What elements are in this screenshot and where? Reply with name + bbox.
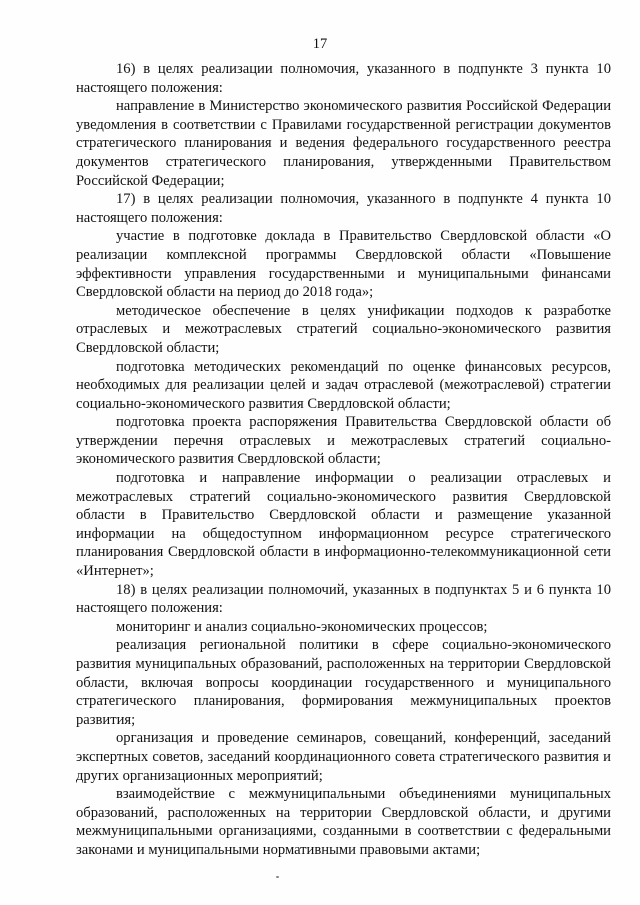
paragraph-18-item-2: реализация региональной политики в сфере социально-экономического развития муниципальных образований, расположенных на территории Свердловской области, включая вопросы координации государственного и муниципального стратегического планирования, формирования межмуниципальных проектов развития; — [76, 637, 611, 728]
document-body — [76, 60, 611, 860]
paragraph-18-item-3: организация и проведение семинаров, совещаний, конференций, заседаний экспертных советов, заседаний координационного совета стратегического развития и других организационных мероприятий; — [76, 730, 611, 784]
page-number: 17 — [312, 36, 328, 52]
paragraph-18-item-1: мониторинг и анализ социально-экономических процессов; — [116, 618, 488, 635]
paragraph-16-intro: 16) в целях реализации полномочия, указанного в подпункте 3 пункта 10 настоящего положения: — [76, 61, 611, 96]
paragraph-17-item-3: подготовка методических рекомендаций по оценке финансовых ресурсов, необходимых для реализации целей и задач отраслевой (межотраслевой) стратегии социально-экономического развития Свердловской области; — [76, 358, 611, 412]
paragraph-17-item-2: методическое обеспечение в целях унификации подходов к разработке отраслевых и межотраслевых стратегий социально-экономического развития Свердловской области; — [76, 302, 611, 356]
paragraph-17-item-1: участие в подготовке доклада в Правительство Свердловской области «О реализации комплексной программы Свердловской области «Повышение эффективности управления государственными и муниципальными финансами Свердловской области на период до 2018 года»; — [76, 228, 611, 301]
paragraph-18-intro: 18) в целях реализации полномочий, указанных в подпунктах 5 и 6 пункта 10 настоящего положения: — [76, 581, 611, 617]
scan-speck — [276, 876, 279, 878]
paragraph-17-item-5: подготовка и направление информации о реализации отраслевых и межотраслевых стратегий социально-экономического развития Свердловской области в Правительство Свердловской области и размещение указанной информации на общедоступном информационном ресурсе стратегического планирования Свердловской области в информационно-телекоммуникационной сети «Интернет»; — [76, 470, 611, 580]
paragraph-18-item-4: взаимодействие с межмуниципальными объединениями муниципальных образований, расположенных на территории Свердловской области, и другими межмуниципальными организациями, созданными в соответствии с федеральными законами и муниципальными нормативными правовыми актами; — [76, 786, 611, 858]
paragraph-17-intro: 17) в целях реализации полномочия, указанного в подпункте 4 пункта 10 настоящего положения: — [76, 191, 611, 226]
paragraph-16-item-1: направление в Министерство экономического развития Российской Федерации уведомления в соответствии с Правилами государственной регистрации документов стратегического планирования и ведения федерального государственного реестра документов стратегического планирования, утвержденными Правительством Российской Федерации; — [76, 98, 611, 189]
paragraph-17-item-4: подготовка проекта распоряжения Правительства Свердловской области об утверждении перечня отраслевых и межотраслевых стратегий социально-экономического развития Свердловской области; — [76, 414, 611, 468]
